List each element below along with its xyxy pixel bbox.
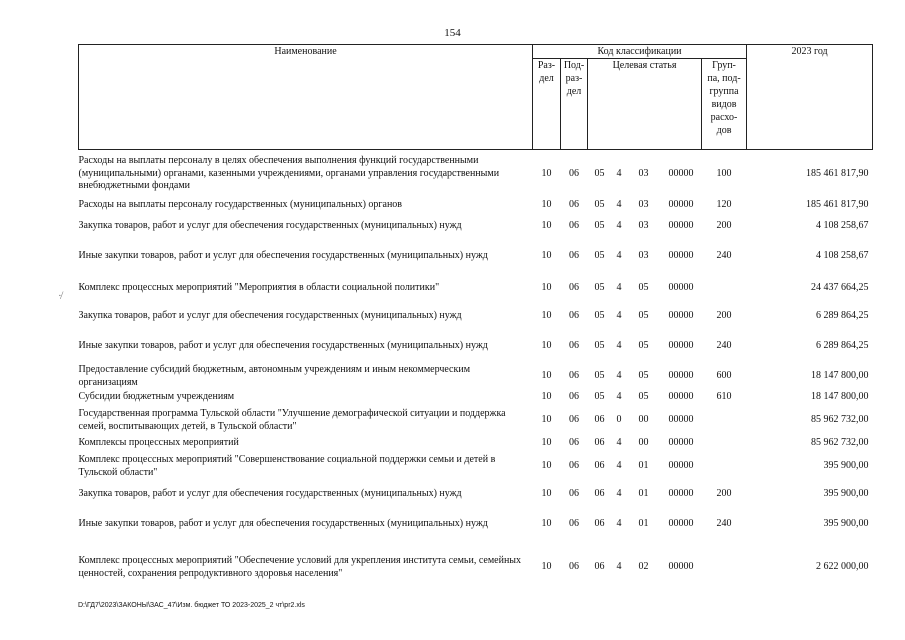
row-amount: 85 962 732,00 (811, 414, 869, 426)
row-razdel: 10 (541, 414, 552, 426)
row-expense-group (702, 452, 747, 482)
header-razdel: Раз- дел (533, 59, 561, 150)
row-razdel: 10 (541, 370, 552, 382)
row-target-program: 05 (594, 340, 605, 352)
row-expense-group (702, 542, 747, 594)
row-target-direction: 00000 (668, 370, 694, 382)
table-body (79, 150, 873, 594)
row-name: Расходы на выплаты персоналу в целях обеспечения выполнения функций государственными (муниципальными) органами, казенными учреждениями, органами управления государственными внебюджетными фондами (78, 155, 500, 191)
row-target-direction: 00000 (668, 220, 694, 232)
row-target-direction: 00000 (668, 414, 694, 426)
row-target-direction: 00000 (668, 561, 694, 573)
row-expense-group: 240 (716, 250, 732, 262)
row-target-item: 05 (638, 282, 649, 294)
row-name: Закупка товаров, работ и услуг для обеспечения государственных (муниципальных) нужд (78, 220, 462, 232)
row-name: Расходы на выплаты персоналу государственных (муниципальных) органов (78, 199, 403, 211)
row-target-item: 05 (638, 340, 649, 352)
row-expense-group: 200 (716, 488, 732, 500)
row-target-program: 05 (594, 370, 605, 382)
row-name: Комплекс процессных мероприятий "Совершенствование социальной поддержки семьи и детей в Тульской области" (78, 454, 496, 478)
budget-table (78, 44, 873, 594)
row-amount: 2 622 000,00 (816, 561, 869, 573)
row-target-type: 4 (616, 488, 622, 500)
row-name: Предоставление субсидий бюджетным, автономным учреждениям и иным некоммерческим организациям (78, 364, 471, 388)
row-target-direction: 00000 (668, 488, 694, 500)
row-razdel: 10 (541, 437, 552, 449)
row-target-item: 01 (638, 518, 649, 530)
row-target-direction: 00000 (668, 250, 694, 262)
row-podrazdel: 06 (569, 167, 579, 179)
row-target-direction: 00000 (668, 391, 694, 403)
table-row (79, 240, 873, 274)
row-amount: 185 461 817,90 (806, 199, 869, 211)
row-target-program: 05 (594, 199, 605, 211)
row-target-direction: 00000 (668, 460, 694, 472)
row-podrazdel: 06 (569, 370, 579, 382)
row-razdel: 10 (541, 220, 552, 232)
row-target-direction: 00000 (668, 518, 694, 530)
table-row (79, 436, 873, 452)
row-target-type: 4 (616, 460, 622, 472)
table-row (79, 304, 873, 330)
header-year: 2023 год (747, 45, 873, 150)
table-row (79, 364, 873, 390)
row-razdel: 10 (541, 250, 552, 262)
row-target-item: 01 (638, 460, 649, 472)
row-podrazdel: 06 (569, 310, 579, 322)
row-target-item: 03 (638, 167, 649, 179)
row-target-type: 4 (616, 437, 622, 449)
row-razdel: 10 (541, 310, 552, 322)
row-target-program: 05 (594, 220, 605, 232)
row-amount: 6 289 864,25 (816, 310, 869, 322)
table-row (79, 198, 873, 214)
scan-mark: ·̸ (58, 290, 62, 302)
row-target-direction: 00000 (668, 310, 694, 322)
row-name: Субсидии бюджетным учреждениям (78, 391, 235, 403)
row-expense-group: 240 (716, 340, 732, 352)
row-target-item: 00 (638, 437, 649, 449)
table-row (79, 508, 873, 542)
row-name: Государственная программа Тульской области "Улучшение демографической ситуации и поддержка семей, воспитывающих детей, в Тульской области" (78, 408, 506, 432)
row-razdel: 10 (541, 340, 552, 352)
row-amount: 85 962 732,00 (811, 437, 869, 449)
row-expense-group (702, 274, 747, 304)
row-target-item: 01 (638, 488, 649, 500)
row-expense-group: 600 (716, 370, 732, 382)
row-target-type: 4 (616, 310, 622, 322)
row-name: Комплекс процессных мероприятий "Обеспечение условий для укрепления института семьи, семейных ценностей, сохранения репродуктивного здоровья населения" (78, 555, 522, 579)
row-target-direction: 00000 (668, 340, 694, 352)
row-razdel: 10 (541, 391, 552, 403)
row-name: Иные закупки товаров, работ и услуг для обеспечения государственных (муниципальных) нужд (78, 518, 488, 530)
row-razdel: 10 (541, 561, 552, 573)
table-row (79, 330, 873, 364)
row-name: Иные закупки товаров, работ и услуг для обеспечения государственных (муниципальных) нужд (78, 340, 488, 352)
row-target-type: 4 (616, 561, 622, 573)
row-target-program: 06 (594, 460, 605, 472)
row-razdel: 10 (541, 282, 552, 294)
row-expense-group: 200 (716, 220, 732, 232)
row-target-program: 05 (594, 282, 605, 294)
page-number: 154 (444, 27, 461, 39)
row-expense-group: 610 (716, 391, 732, 403)
row-podrazdel: 06 (569, 250, 579, 262)
row-expense-group (702, 436, 747, 452)
row-target-program: 05 (594, 167, 605, 179)
row-razdel: 10 (541, 167, 552, 179)
row-podrazdel: 06 (569, 391, 579, 403)
row-target-program: 06 (594, 561, 605, 573)
row-target-type: 4 (616, 391, 622, 403)
row-target-program: 06 (594, 414, 605, 426)
table-row (79, 390, 873, 406)
header-target-article: Целевая статья (588, 59, 702, 150)
row-podrazdel: 06 (569, 460, 579, 472)
row-podrazdel: 06 (569, 220, 579, 232)
row-target-program: 05 (594, 391, 605, 403)
row-expense-group: 200 (716, 310, 732, 322)
row-amount: 24 437 664,25 (811, 282, 869, 294)
row-name: Закупка товаров, работ и услуг для обеспечения государственных (муниципальных) нужд (78, 488, 462, 500)
table-row (79, 406, 873, 436)
row-podrazdel: 06 (569, 414, 579, 426)
row-amount: 395 900,00 (823, 488, 869, 500)
row-amount: 395 900,00 (823, 518, 869, 530)
row-name: Комплексы процессных мероприятий (78, 437, 239, 449)
row-name: Иные закупки товаров, работ и услуг для обеспечения государственных (муниципальных) нужд (78, 250, 488, 262)
row-target-type: 4 (616, 370, 622, 382)
table-row (79, 150, 873, 198)
table-row (79, 274, 873, 304)
table-row (79, 214, 873, 240)
row-target-program: 05 (594, 250, 605, 262)
row-target-item: 03 (638, 250, 649, 262)
row-podrazdel: 06 (569, 282, 579, 294)
row-razdel: 10 (541, 199, 552, 211)
row-target-direction: 00000 (668, 437, 694, 449)
row-target-program: 06 (594, 488, 605, 500)
row-target-type: 4 (616, 282, 622, 294)
row-target-program: 05 (594, 310, 605, 322)
row-target-type: 4 (616, 199, 622, 211)
header-podrazdel: Под- раз- дел (561, 59, 588, 150)
row-expense-group (702, 406, 747, 436)
row-expense-group: 240 (716, 518, 732, 530)
row-amount: 4 108 258,67 (816, 250, 869, 262)
row-podrazdel: 06 (569, 488, 579, 500)
row-target-type: 4 (616, 250, 622, 262)
row-target-program: 06 (594, 518, 605, 530)
row-razdel: 10 (541, 488, 552, 500)
footer-path: D:\ГД7\2023\ЗАКОНЫ\ЗАС_47\Изм. бюджет ТО 2023-2025_2 чт\pr2.xls (78, 602, 305, 609)
row-amount: 18 147 800,00 (811, 370, 869, 382)
row-amount: 4 108 258,67 (816, 220, 869, 232)
row-name: Закупка товаров, работ и услуг для обеспечения государственных (муниципальных) нужд (78, 310, 462, 322)
row-amount: 395 900,00 (823, 460, 869, 472)
row-podrazdel: 06 (569, 437, 579, 449)
row-target-type: 4 (616, 518, 622, 530)
row-target-item: 00 (638, 414, 649, 426)
row-target-item: 05 (638, 391, 649, 403)
row-expense-group: 100 (716, 167, 732, 179)
row-target-direction: 00000 (668, 167, 694, 179)
row-target-item: 03 (638, 199, 649, 211)
header-expense-group: Груп- па, под- группа видов расхо- дов (702, 59, 747, 150)
row-razdel: 10 (541, 460, 552, 472)
row-target-type: 4 (616, 167, 622, 179)
row-target-program: 06 (594, 437, 605, 449)
row-target-item: 02 (638, 561, 649, 573)
table-row (79, 452, 873, 482)
row-amount: 18 147 800,00 (811, 391, 869, 403)
row-amount: 6 289 864,25 (816, 340, 869, 352)
header-code-group: Код классификации (533, 45, 747, 59)
row-target-type: 4 (616, 220, 622, 232)
row-target-type: 4 (616, 340, 622, 352)
row-expense-group: 120 (716, 199, 732, 211)
row-target-item: 05 (638, 310, 649, 322)
row-target-direction: 00000 (668, 282, 694, 294)
row-target-item: 03 (638, 220, 649, 232)
row-razdel: 10 (541, 518, 552, 530)
row-amount: 185 461 817,90 (806, 167, 869, 179)
row-podrazdel: 06 (569, 340, 579, 352)
header-name: Наименование (79, 45, 533, 150)
row-podrazdel: 06 (569, 199, 579, 211)
table-row (79, 542, 873, 594)
row-target-direction: 00000 (668, 199, 694, 211)
row-target-item: 05 (638, 370, 649, 382)
row-podrazdel: 06 (569, 561, 579, 573)
row-name: Комплекс процессных мероприятий "Мероприятия в области социальной политики" (78, 282, 440, 294)
table-row (79, 482, 873, 508)
row-podrazdel: 06 (569, 518, 579, 530)
row-target-type: 0 (616, 414, 622, 426)
